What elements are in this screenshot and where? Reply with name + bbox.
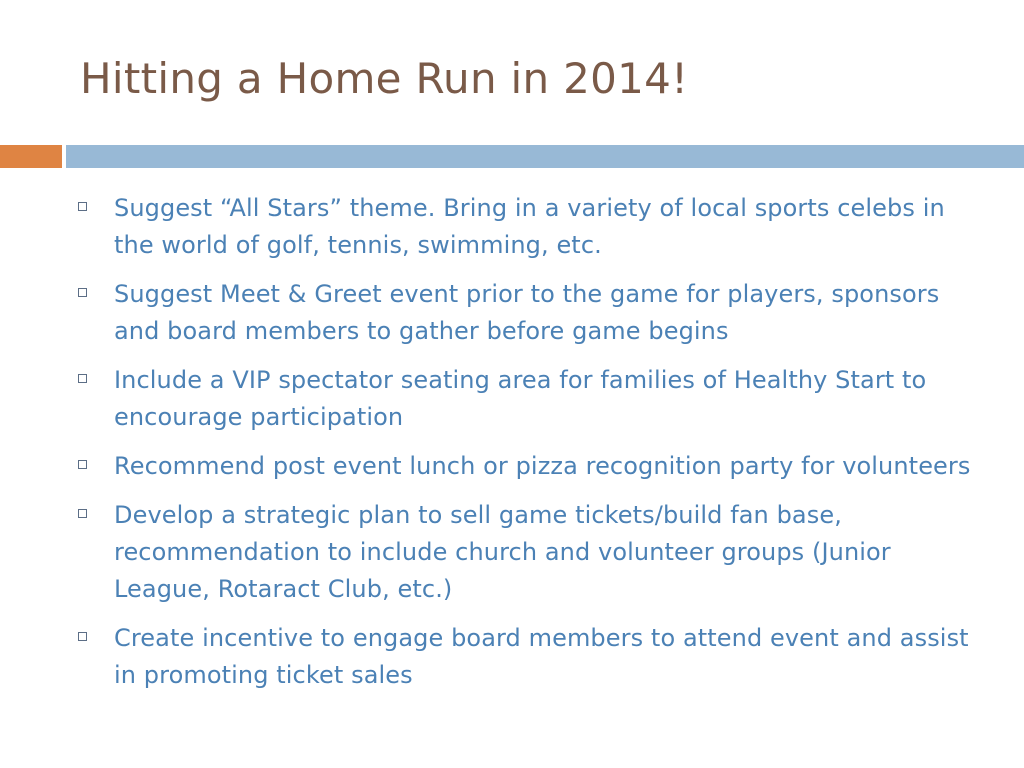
square-bullet-icon	[78, 632, 87, 641]
square-bullet-icon	[78, 202, 87, 211]
bullet-item	[78, 190, 978, 264]
bullet-text: Suggest Meet & Greet event prior to the game for players, sponsors and board members to gather before game begins	[114, 280, 940, 345]
bullet-text: Create incentive to engage board members to attend event and assist in promoting ticket sales	[114, 624, 969, 689]
bullet-text: Recommend post event lunch or pizza recognition party for volunteers	[114, 452, 971, 480]
slide-title: Hitting a Home Run in 2014!	[80, 54, 689, 103]
bullet-text: Develop a strategic plan to sell game tickets/build fan base, recommendation to include church and volunteer groups (Junior League, Rotaract Club, etc.)	[114, 501, 891, 603]
divider-blue-bar	[66, 145, 1024, 168]
square-bullet-icon	[78, 460, 87, 469]
bullet-text: Suggest “All Stars” theme. Bring in a variety of local sports celebs in the world of golf, tennis, swimming, etc.	[114, 194, 945, 259]
square-bullet-icon	[78, 288, 87, 297]
bullet-item	[78, 276, 978, 350]
bullet-text: Include a VIP spectator seating area for families of Healthy Start to encourage participation	[114, 366, 927, 431]
square-bullet-icon	[78, 374, 87, 383]
bullet-item	[78, 620, 978, 694]
bullet-list	[78, 190, 978, 706]
divider-orange-block	[0, 145, 62, 168]
bullet-item	[78, 362, 978, 436]
square-bullet-icon	[78, 509, 87, 518]
bullet-item	[78, 497, 978, 608]
bullet-item	[78, 448, 978, 485]
